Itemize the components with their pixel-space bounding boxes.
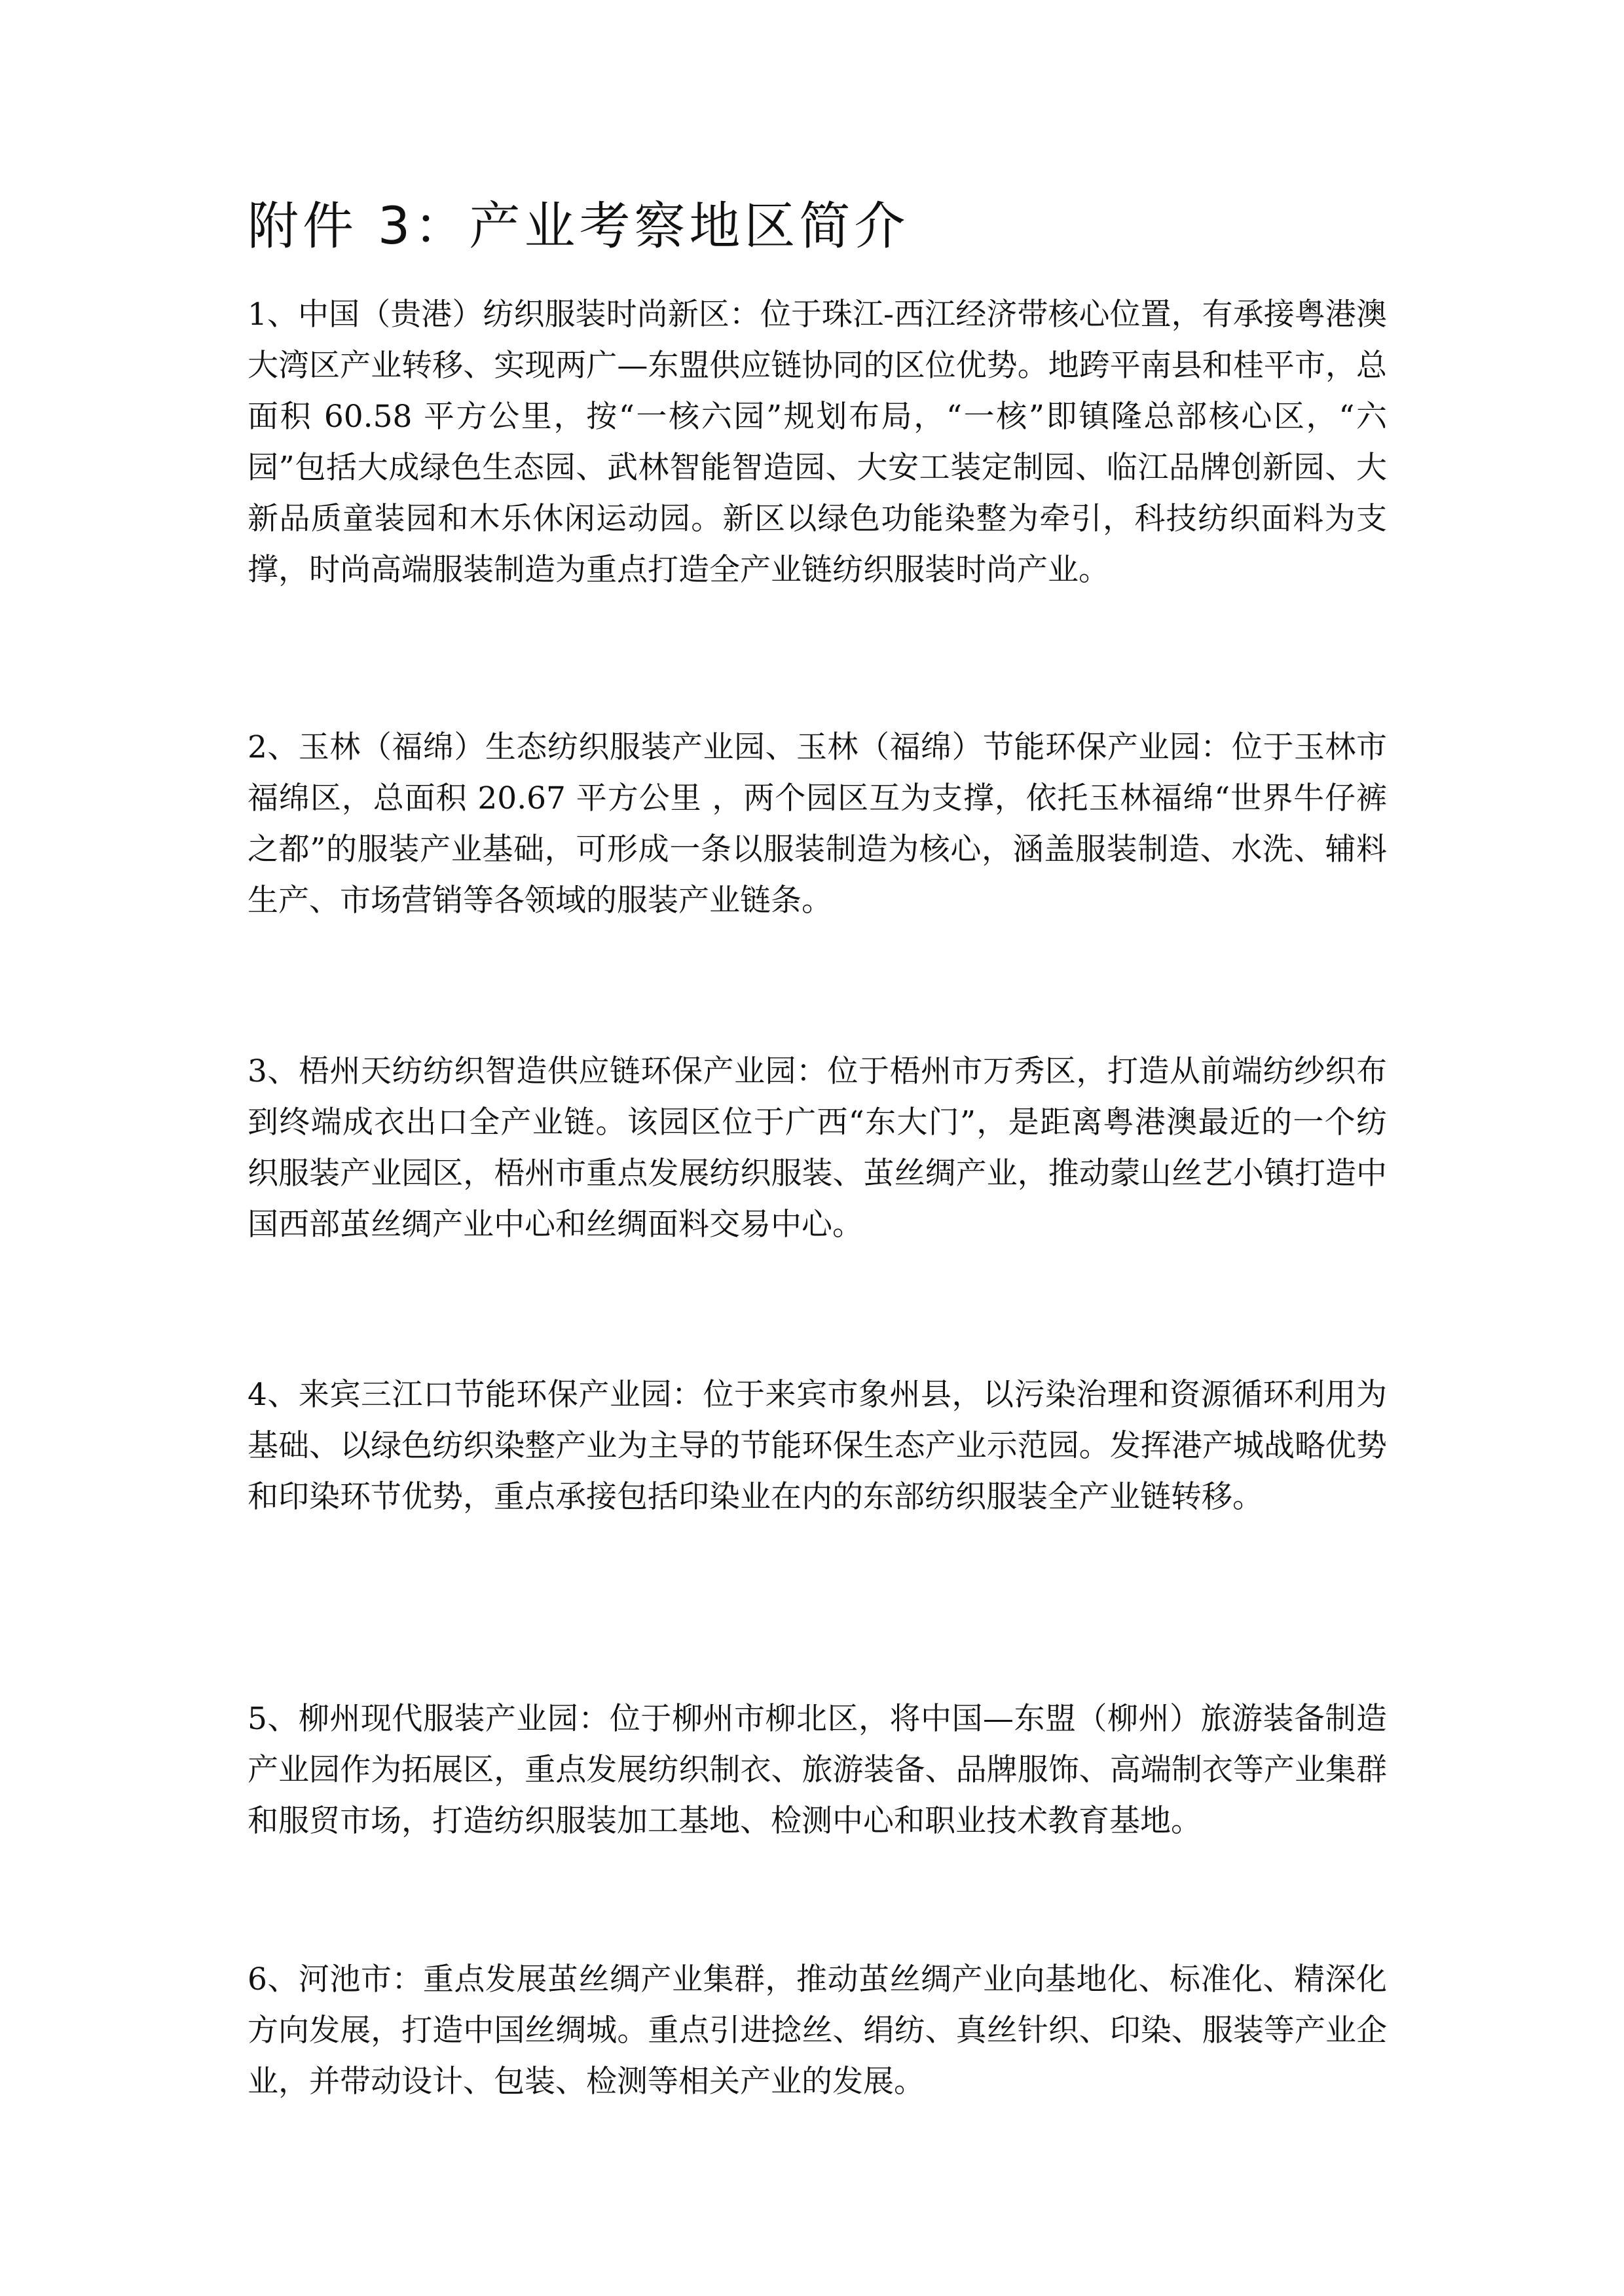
- paragraph-yulin: 2、玉林（福绵）生态纺织服装产业园、玉林（福绵）节能环保产业园：位于玉林市福绵区，总面积 20.67 平方公里 ，两个园区互为支撑，依托玉林福绵“世界牛仔裤之都”的服装产业基础，可形成一条以服装制造为核心，涵盖服装制造、水洗、辅料生产、市场营销等各领域的服装产业链条。: [248, 729, 1387, 919]
- paragraph-wuzhou: 3、梧州天纺纺织智造供应链环保产业园：位于梧州市万秀区，打造从前端纺纱织布到终端成衣出口全产业链。该园区位于广西“东大门”，是距离粤港澳最近的一个纺织服装产业园区，梧州市重点发展纺织服装、茧丝绸产业，推动蒙山丝艺小镇打造中国西部茧丝绸产业中心和丝绸面料交易中心。: [248, 1053, 1387, 1243]
- page-title: 附件 3：产业考察地区简介: [248, 197, 910, 256]
- paragraph-liuzhou: 5、柳州现代服装产业园：位于柳州市柳北区，将中国—东盟（柳州）旅游装备制造产业园作为拓展区，重点发展纺织制衣、旅游装备、品牌服饰、高端制衣等产业集群和服贸市场，打造纺织服装加工基地、检测中心和职业技术教育基地。: [248, 1701, 1387, 1839]
- paragraph-laibin: 4、来宾三江口节能环保产业园：位于来宾市象州县，以污染治理和资源循环利用为基础、以绿色纺织染整产业为主导的节能环保生态产业示范园。发挥港产城战略优势和印染环节优势，重点承接包括印染业在内的东部纺织服装全产业链转移。: [248, 1377, 1387, 1515]
- paragraph-guigang: 1、中国（贵港）纺织服装时尚新区：位于珠江-西江经济带核心位置，有承接粤港澳大湾区产业转移、实现两广—东盟供应链协同的区位优势。地跨平南县和桂平市，总面积 60.58 平方公里，按“一核六园”规划布局，“一核”即镇隆总部核心区，“六园”包括大成绿色生态园、武林智能智造园、大安工装定制园、临江品牌创新园、大新品质童装园和木乐休闲运动园。新区以绿色功能染整为牵引，科技纺织面料为支撑，时尚高端服装制造为重点打造全产业链纺织服装时尚产业。: [248, 297, 1387, 588]
- paragraph-hechi: 6、河池市：重点发展茧丝绸产业集群，推动茧丝绸产业向基地化、标准化、精深化方向发展，打造中国丝绸城。重点引进捻丝、绢纺、真丝针织、印染、服装等产业企业，并带动设计、包装、检测等相关产业的发展。: [248, 1961, 1387, 2100]
